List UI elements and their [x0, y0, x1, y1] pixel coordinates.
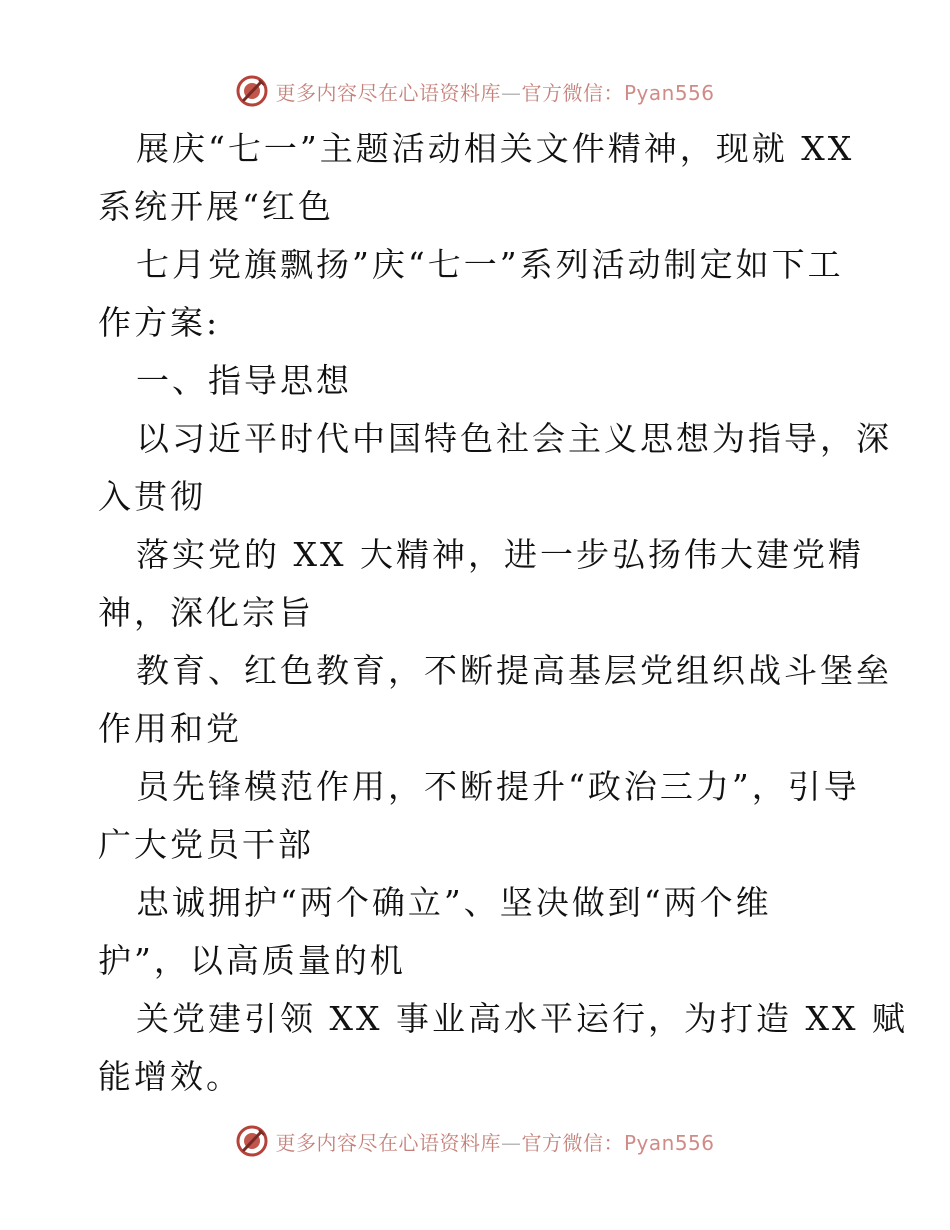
document-line: 广大党员干部 [98, 825, 314, 864]
document-line: 以习近平时代中国特色社会主义思想为指导，深 [136, 419, 892, 458]
watermark-wechat-id: Pyan556 [623, 1130, 715, 1155]
brand-logo-icon [235, 74, 269, 108]
watermark-dash: — [500, 1130, 522, 1155]
watermark-tail: 官方微信： [521, 80, 624, 105]
watermark-wechat-id: Pyan556 [623, 80, 715, 105]
document-line: 展庆“七一”主题活动相关文件精神，现就 XX [136, 129, 855, 168]
watermark-text [275, 77, 714, 106]
watermark-header [0, 74, 950, 108]
watermark-tail: 官方微信： [521, 1130, 624, 1155]
brand-logo-icon [235, 1124, 269, 1158]
watermark-main: 更多内容尽在心语资料库 [275, 80, 501, 105]
document-line: 关党建引领 XX 事业高水平运行，为打造 XX 赋 [136, 999, 908, 1038]
document-line: 落实党的 XX 大精神，进一步弘扬伟大建党精 [136, 535, 864, 574]
document-line: 七月党旗飘扬”庆“七一”系列活动制定如下工 [136, 245, 844, 284]
document-line: 能增效。 [98, 1057, 242, 1096]
document-body [98, 120, 908, 1106]
document-line: 作方案: [98, 303, 221, 342]
watermark-dash: — [500, 80, 522, 105]
document-line: 护”，以高质量的机 [98, 941, 406, 980]
watermark-footer [0, 1124, 950, 1158]
document-line: 系统开展“红色 [98, 187, 334, 226]
document-line: 入贯彻 [98, 477, 206, 516]
document-line: 员先锋模范作用，不断提升“政治三力”，引导 [136, 767, 860, 806]
document-line: 神，深化宗旨 [98, 593, 314, 632]
document-line: 忠诚拥护“两个确立”、坚决做到“两个维 [136, 883, 772, 922]
watermark-text [275, 1127, 714, 1156]
watermark-main: 更多内容尽在心语资料库 [275, 1130, 501, 1155]
document-line: 教育、红色教育，不断提高基层党组织战斗堡垒 [136, 651, 892, 690]
document-line: 作用和党 [98, 709, 242, 748]
section-heading: 一、指导思想 [136, 361, 352, 400]
